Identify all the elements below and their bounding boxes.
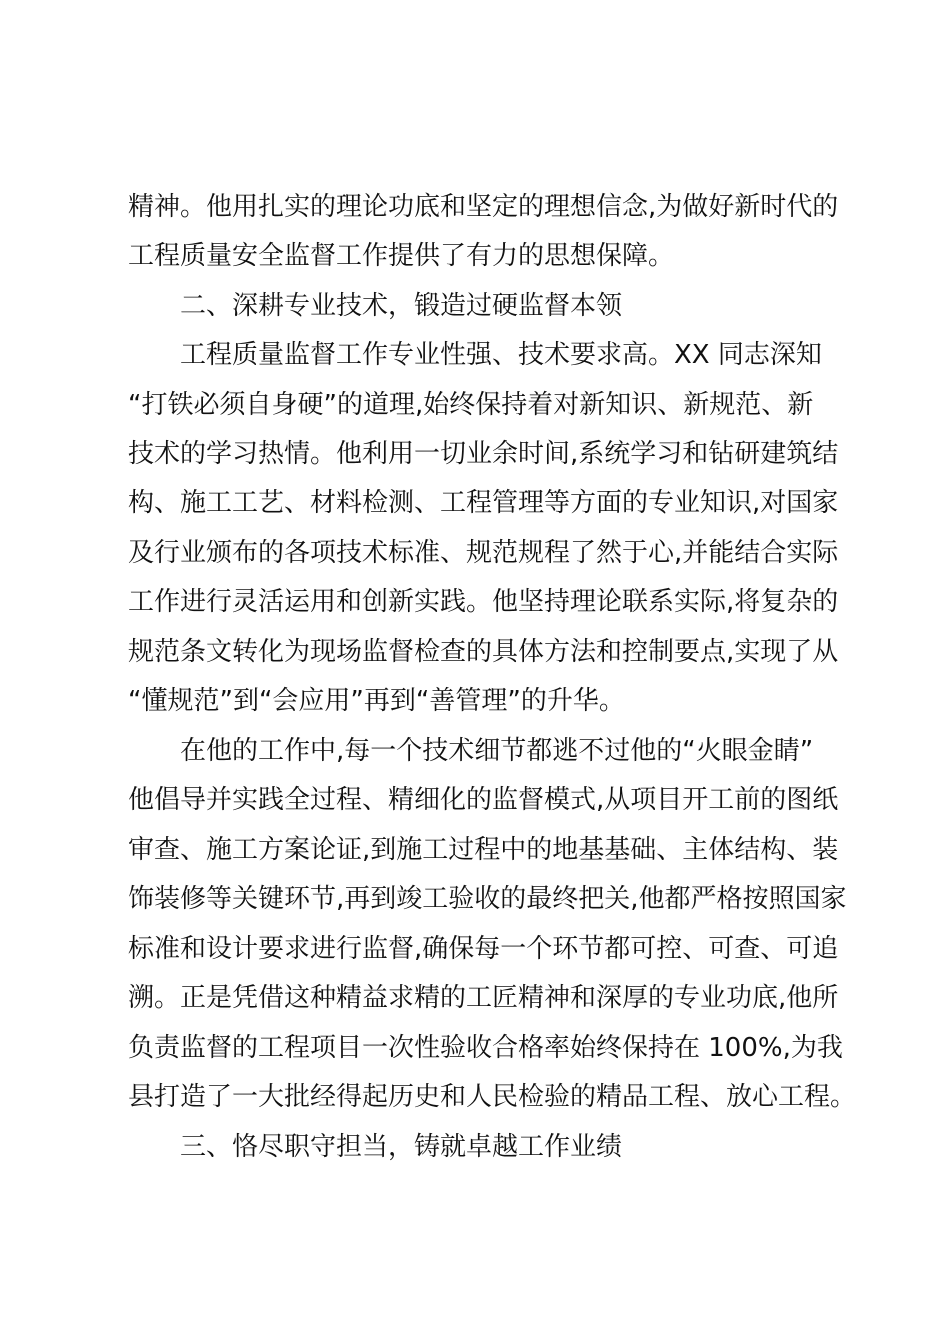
- paragraph-line: 工作进行灵活运用和创新实践。他坚持理论联系实际,将复杂的: [128, 587, 839, 617]
- section-heading: 二、深耕专业技术，锻造过硬监督本领: [180, 291, 623, 321]
- paragraph-line: 在他的工作中,每一个技术细节都逃不过他的“火眼金睛”: [180, 736, 814, 766]
- paragraph-line: 县打造了一大批经得起历史和人民检验的精品工程、放心工程。: [128, 1082, 857, 1112]
- paragraph-line: 审查、施工方案论证,到施工过程中的地基基础、主体结构、装: [128, 835, 839, 865]
- paragraph-line: “懂规范”到“会应用”再到“善管理”的升华。: [128, 686, 625, 716]
- paragraph-line: 构、施工工艺、材料检测、工程管理等方面的专业知识,对国家: [128, 488, 839, 518]
- paragraph-line: 饰装修等关键环节,再到竣工验收的最终把关,他都严格按照国家: [128, 884, 847, 914]
- section-heading: 三、恪尽职守担当，铸就卓越工作业绩: [180, 1132, 623, 1162]
- paragraph-line: 工程质量安全监督工作提供了有力的思想保障。: [128, 241, 675, 271]
- paragraph-line: 规范条文转化为现场监督检查的具体方法和控制要点,实现了从: [128, 637, 839, 667]
- paragraph-line: 负责监督的工程项目一次性验收合格率始终保持在 100%,为我: [128, 1033, 843, 1063]
- paragraph-line: 技术的学习热情。他利用一切业余时间,系统学习和钻研建筑结: [128, 439, 839, 469]
- paragraph-line: 及行业颁布的各项技术标准、规范规程了然于心,并能结合实际: [128, 538, 839, 568]
- paragraph-line: 溯。正是凭借这种精益求精的工匠精神和深厚的专业功底,他所: [128, 983, 839, 1013]
- paragraph-line: 他倡导并实践全过程、精细化的监督模式,从项目开工前的图纸: [128, 785, 839, 815]
- paragraph-line: 工程质量监督工作专业性强、技术要求高。XX 同志深知: [180, 340, 822, 370]
- paragraph-line: “打铁必须自身硬”的道理,始终保持着对新知识、新规范、新: [128, 390, 814, 420]
- paragraph-line: 标准和设计要求进行监督,确保每一个环节都可控、可查、可追: [128, 934, 839, 964]
- paragraph-line: 精神。他用扎实的理论功底和坚定的理想信念,为做好新时代的: [128, 192, 839, 222]
